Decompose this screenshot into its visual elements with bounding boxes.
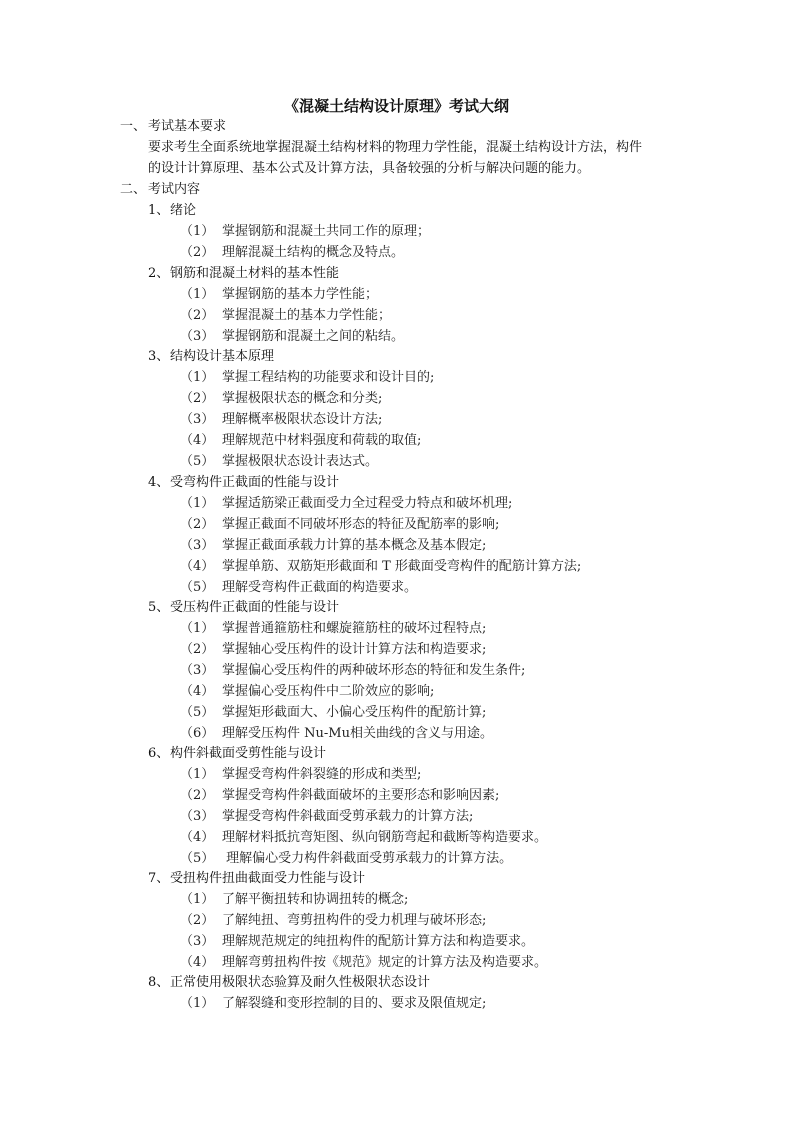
chapter-number: 3、 — [148, 349, 170, 364]
item-text: 掌握钢筋和混凝土共同工作的原理； — [222, 224, 431, 239]
item-text: 理解材料抵抗弯矩图、纵向钢筋弯起和截断等构造要求。 — [222, 830, 548, 845]
item-text: 理解混凝土结构的概念及特点。 — [222, 245, 405, 260]
item-text: 掌握钢筋的基本力学性能； — [222, 287, 379, 302]
list-item — [180, 286, 378, 304]
item-number: （2） — [180, 308, 215, 323]
item-number: （5） — [180, 705, 215, 720]
item-text: 掌握正截面承载力计算的基本概念及基本假定; — [222, 538, 487, 553]
item-text: 掌握极限状态设计表达式。 — [222, 454, 379, 469]
item-number: （3） — [180, 538, 215, 553]
item-text: 掌握受弯构件斜截面受剪承载力的计算方法; — [222, 809, 474, 824]
list-item — [180, 704, 486, 722]
list-item — [180, 369, 434, 387]
item-number: （4） — [180, 559, 215, 574]
item-number: （1） — [180, 996, 215, 1011]
chapter-title: 受弯构件正截面的性能与设计 — [170, 475, 340, 490]
item-text: 理解规范中材料强度和荷载的取值; — [222, 433, 422, 448]
chapter-title: 钢筋和混凝土材料的基本性能 — [170, 266, 340, 281]
chapter-number: 8、 — [148, 975, 170, 990]
item-text: 掌握适筋梁正截面受力全过程受力特点和破坏机理; — [222, 496, 513, 511]
item-number: （1） — [180, 621, 215, 636]
list-item — [180, 579, 417, 597]
list-item — [180, 829, 547, 847]
item-text: 理解弯剪扭构件按《规范》规定的计算方法及构造要求。 — [222, 955, 548, 970]
list-item — [180, 411, 382, 429]
item-number: （1） — [180, 892, 215, 907]
item-number: （2） — [180, 913, 215, 928]
item-text: 掌握偏心受压构件中二阶效应的影响; — [222, 684, 435, 699]
list-item — [180, 954, 547, 972]
chapter-number: 1、 — [148, 203, 170, 218]
chapter-title: 构件斜截面受剪性能与设计 — [170, 746, 327, 761]
list-item — [180, 495, 512, 513]
item-number: （3） — [180, 934, 215, 949]
item-text: 掌握普通箍筋柱和螺旋箍筋柱的破坏过程特点; — [222, 621, 487, 636]
section-number: 一、 — [120, 119, 147, 134]
chapter-number: 4、 — [148, 475, 170, 490]
chapter-number: 5、 — [148, 600, 170, 615]
paragraph-line: 的设计计算原理、基本公式及计算方法，具备较强的分析与解决问题的能力。 — [148, 161, 591, 176]
list-item — [180, 620, 486, 638]
item-text: 理解偏心受力构件斜截面受剪承载力的计算方法。 — [222, 851, 513, 866]
list-item — [180, 641, 486, 659]
chapter-title: 受压构件正截面的性能与设计 — [170, 600, 340, 615]
list-item — [180, 808, 473, 826]
chapter-heading — [148, 348, 274, 366]
list-item — [180, 933, 534, 951]
chapter-title: 正常使用极限状态验算及耐久性极限状态设计 — [170, 975, 431, 990]
item-text: 掌握单筋、双筋矩形截面和 T 形截面受弯构件的配筋计算方法; — [222, 559, 582, 574]
item-number: （5） — [180, 851, 215, 866]
list-item — [180, 453, 378, 471]
chapter-heading — [148, 870, 365, 888]
item-text: 了解纯扭、弯剪扭构件的受力机理与破坏形态; — [222, 913, 487, 928]
list-item — [180, 912, 486, 930]
item-number: （4） — [180, 684, 215, 699]
list-item — [180, 516, 499, 534]
item-number: （4） — [180, 955, 215, 970]
chapter-heading — [148, 265, 339, 283]
item-number: （2） — [180, 788, 215, 803]
item-number: （1） — [180, 370, 215, 385]
list-item — [180, 662, 525, 680]
section-title: 考试基本要求 — [148, 119, 227, 134]
item-text: 掌握偏心受压构件的两种破坏形态的特征和发生条件; — [222, 663, 526, 678]
chapter-title: 受扭构件扭曲截面受力性能与设计 — [170, 871, 366, 886]
chapter-heading — [148, 474, 339, 492]
list-item — [180, 432, 421, 450]
item-text: 掌握极限状态的概念和分类; — [222, 391, 383, 406]
item-number: （1） — [180, 287, 215, 302]
item-number: （4） — [180, 830, 215, 845]
item-text: 理解受弯构件正截面的构造要求。 — [222, 580, 418, 595]
list-item — [180, 558, 581, 576]
item-text: 理解规范规定的纯扭构件的配筋计算方法和构造要求。 — [222, 934, 535, 949]
item-text: 掌握受弯构件斜截面破坏的主要形态和影响因素; — [222, 788, 500, 803]
item-text: 掌握正截面不同破坏形态的特征及配筋率的影响; — [222, 517, 500, 532]
chapter-number: 7、 — [148, 871, 170, 886]
section-heading — [120, 181, 200, 199]
item-text: 掌握混凝土的基本力学性能； — [222, 308, 392, 323]
list-item — [180, 223, 430, 241]
section-heading — [120, 118, 226, 136]
list-item — [180, 725, 493, 743]
item-text: 掌握矩形截面大、小偏心受压构件的配筋计算; — [222, 705, 487, 720]
item-number: （5） — [180, 454, 215, 469]
chapter-heading — [148, 599, 339, 617]
item-text: 掌握钢筋和混凝土之间的粘结。 — [222, 329, 405, 344]
list-item — [180, 891, 408, 909]
list-item — [180, 390, 382, 408]
item-text: 了解裂缝和变形控制的目的、要求及限值规定; — [222, 996, 487, 1011]
list-item — [180, 850, 512, 868]
item-number: （6） — [180, 726, 215, 741]
chapter-title: 绪论 — [170, 203, 197, 218]
item-number: （3） — [180, 663, 215, 678]
paragraph-line: 要求考生全面系统地掌握混凝土结构材料的物理力学性能，混凝土结构设计方法，构件 — [148, 140, 643, 155]
chapter-number: 2、 — [148, 266, 170, 281]
item-number: （1） — [180, 224, 215, 239]
item-text: 了解平衡扭转和协调扭转的概念; — [222, 892, 409, 907]
section-number: 二、 — [120, 182, 147, 197]
list-item — [180, 766, 421, 784]
item-text: 掌握轴心受压构件的设计计算方法和构造要求; — [222, 642, 487, 657]
item-text: 掌握工程结构的功能要求和设计目的; — [222, 370, 435, 385]
chapter-number: 6、 — [148, 746, 170, 761]
list-item — [180, 307, 391, 325]
item-number: （3） — [180, 809, 215, 824]
document-title: 《混凝土结构设计原理》考试大纲 — [283, 97, 509, 115]
requirement-paragraph — [148, 137, 678, 179]
item-number: （4） — [180, 433, 215, 448]
item-number: （3） — [180, 329, 215, 344]
item-number: （3） — [180, 412, 215, 427]
chapter-title: 结构设计基本原理 — [170, 349, 275, 364]
list-item — [180, 328, 404, 346]
item-text: 掌握受弯构件斜裂缝的形成和类型; — [222, 767, 422, 782]
item-number: （2） — [180, 245, 215, 260]
chapter-heading — [148, 745, 326, 763]
item-number: （2） — [180, 517, 215, 532]
item-text: 理解受压构件 Nu-Mu相关曲线的含义与用途。 — [222, 726, 493, 741]
section-title: 考试内容 — [148, 182, 201, 197]
chapter-heading — [148, 202, 196, 220]
item-number: （1） — [180, 496, 215, 511]
item-text: 理解概率极限状态设计方法; — [222, 412, 383, 427]
list-item — [180, 537, 486, 555]
item-number: （1） — [180, 767, 215, 782]
item-number: （2） — [180, 391, 215, 406]
item-number: （2） — [180, 642, 215, 657]
list-item — [180, 683, 434, 701]
list-item — [180, 244, 404, 262]
chapter-heading — [148, 974, 430, 992]
list-item — [180, 995, 486, 1013]
list-item — [180, 787, 499, 805]
item-number: （5） — [180, 580, 215, 595]
